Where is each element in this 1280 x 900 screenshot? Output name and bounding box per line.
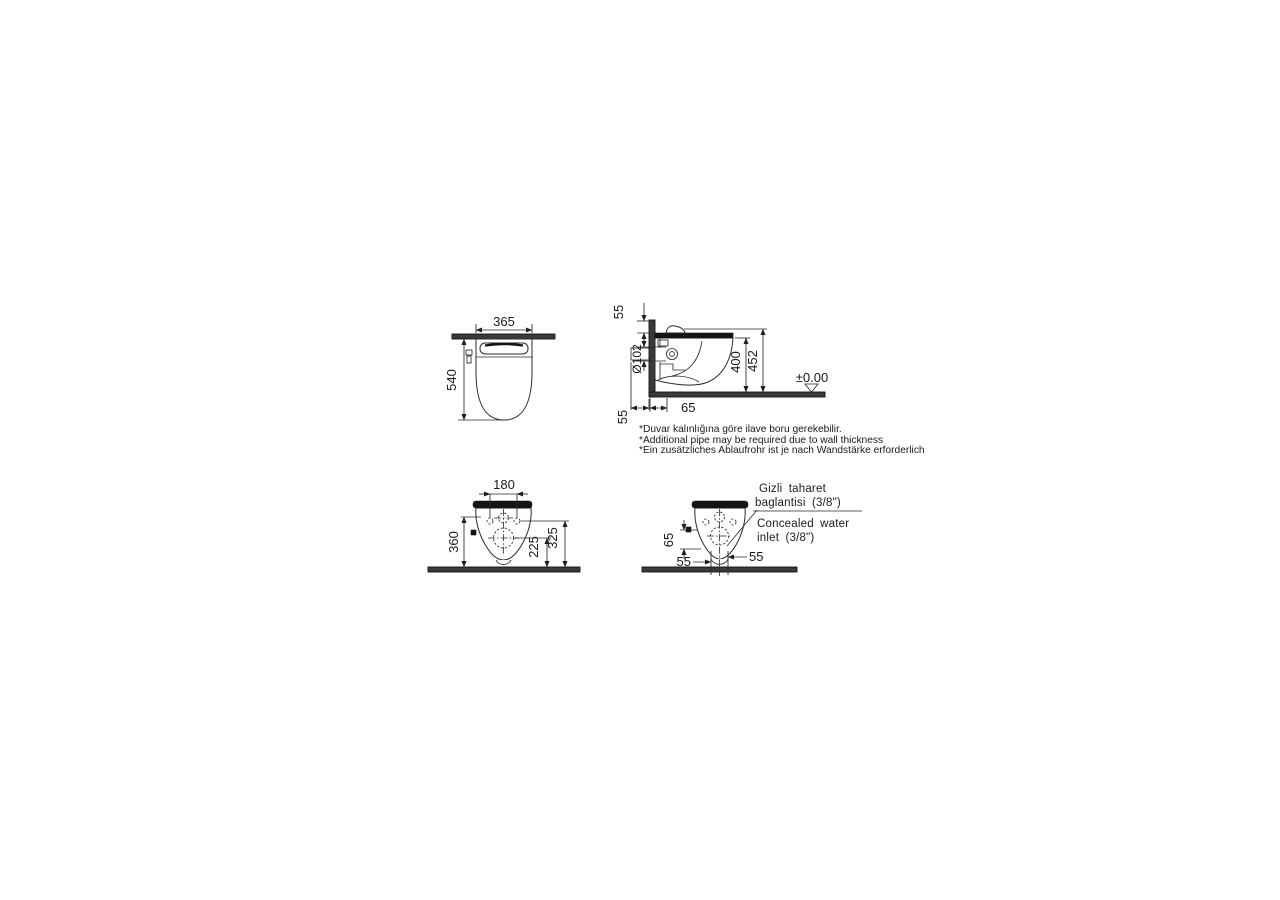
outlet-bump-front: [496, 560, 511, 565]
dim-label-225: 225: [526, 536, 541, 558]
floor-level-marker: [796, 370, 828, 392]
dim-side-drain-offset: [650, 398, 695, 415]
dim-label-65-side: 65: [681, 400, 696, 415]
floor-line-side: [649, 392, 825, 397]
dim-plan-width: [476, 314, 532, 333]
dim-label-452: 452: [745, 350, 760, 372]
water-inlet-callout: [727, 483, 862, 546]
dim-label-55-bottom: 55: [615, 409, 630, 425]
note-line-tr: *Duvar kalınlığına göre ilave boru gerekebilir.: [639, 424, 842, 435]
drain-pipe-circle: [667, 349, 678, 360]
seat-section-side: [655, 333, 733, 338]
dim-label-360: 360: [446, 531, 461, 553]
dim-label-o102: Ø102: [630, 344, 644, 374]
dim-front-rim-height: [446, 517, 481, 567]
dim-label-55-right: 55: [749, 549, 764, 564]
front-view: [428, 477, 580, 572]
inlet-label-tr-line1: Gizli taharet: [759, 483, 826, 495]
rear-view: [642, 483, 862, 576]
dim-label-325: 325: [545, 527, 560, 549]
dim-label-540: 540: [444, 369, 459, 391]
dim-label-65-rear: 65: [661, 532, 676, 548]
cistern-lid-plan: [480, 343, 528, 354]
wall-section-side: [649, 320, 655, 397]
inlet-label-en-line2: inlet (3/8"): [757, 532, 815, 544]
wall-section-plan: [452, 334, 555, 339]
side-view: [611, 303, 828, 424]
dim-label-365: 365: [493, 314, 515, 329]
seat-section-rear: [692, 501, 748, 508]
inlet-label-en-line1: Concealed water: [757, 518, 850, 530]
note-line-en: *Additional pipe may be required due to wall thickness: [639, 435, 884, 446]
side-button-rear: [686, 527, 691, 532]
seat-section-front: [473, 501, 532, 508]
plan-view: [444, 314, 555, 420]
inlet-label-tr-line2: baglantisi (3/8"): [755, 497, 841, 509]
floor-line-front: [428, 567, 580, 572]
dim-label-180: 180: [493, 477, 515, 492]
dim-label-55-top: 55: [611, 304, 626, 320]
dim-label-400: 400: [728, 351, 743, 373]
side-fitting-plan: [466, 350, 472, 363]
floor-level-label: ±0.00: [795, 370, 829, 385]
level-triangle-icon: [805, 384, 818, 392]
notes-block: [639, 424, 925, 456]
note-line-de: *Ein zusätzliches Ablaufrohr ist je nach Wandstärke erforderlich: [639, 445, 925, 456]
side-button-front: [471, 530, 476, 535]
dim-label-55-left: 55: [676, 554, 691, 569]
seat-lid-hump: [666, 326, 685, 333]
